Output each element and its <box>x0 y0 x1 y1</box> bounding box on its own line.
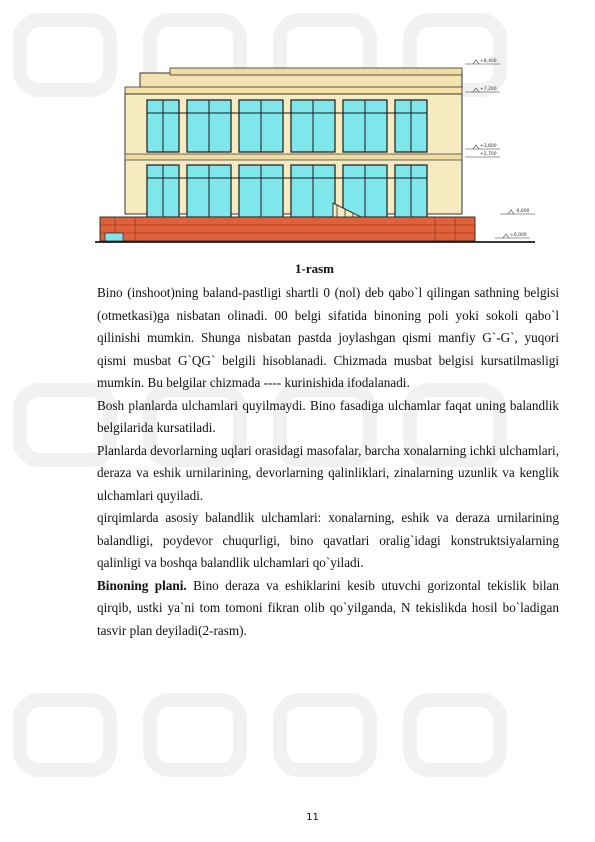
paragraph-text: Bosh planlarda ulchamlari quyilmaydi. Bino fasadiga ulchamlar faqat uning balandlik belgilarida kursatiladi. <box>97 397 559 435</box>
floor-slab <box>125 154 462 160</box>
level-label: +8,400 <box>480 59 497 64</box>
level-label: +0,000 <box>510 233 527 238</box>
side-block <box>105 233 123 241</box>
paragraph <box>97 282 559 395</box>
roof-parapet <box>140 73 462 89</box>
level-label: +3,600 <box>480 144 497 149</box>
section-heading: Binoning plani. <box>97 577 187 593</box>
roof-band-left <box>125 87 462 94</box>
paragraph-text: Planlarda devorlarning uqlari orasidagi masofalar, barcha xonalarning ichki ulchamlari, deraza va eshik urnilarining, devorlarning qalinliklari, zinalarning uzunlik va kenglik ulchamlari quyiladi. <box>97 442 559 503</box>
roof-top <box>170 68 462 75</box>
level-label: -0,600 <box>515 209 530 214</box>
paragraph-text: Bino deraza va eshiklarini kesib utuvchi gorizontal tekislik bilan qirqib, ustki ya`ni tom tomoni fikran olib qo`yilganda, N tekislikda hosil bo`ladigan tasvir plan deyiladi(2-rasm). <box>97 577 560 638</box>
plinth <box>100 217 475 241</box>
level-label: +7,200 <box>480 87 497 92</box>
paragraph <box>97 440 559 508</box>
paragraph <box>97 395 559 440</box>
paragraph-text: Bino (inshoot)ning baland-pastligi shartli 0 (nol) deb qabo`l qilingan sathning belgisi (otmetkasi)ga nisbatan olinadi. 00 belgi sifatida binoning poli yoki sokoli qabo`l qilinishi mumkin. Shunga nisbatan pastda joylashgan qismi manfiy G`-G`, yuqori qismi musbat G`QG` belgili hisoblanadi. Chizmada musbat belgisi kursatilmasligi mumkin. Bu belgilar chizmada ---- kurinishida ifodalanadi. <box>97 285 559 390</box>
page-number: 11 <box>306 812 319 823</box>
building-facade-figure <box>95 55 535 255</box>
figure-caption: 1-rasm <box>295 261 334 276</box>
paragraph-text: qirqimlarda asosiy balandlik ulchamlari: xonalarning, eshik va deraza urnilarining balandligi, poydevor chuqurligi, bino qavatlari oralig`idagi konstruktsiyalarning qalinligi va boshqa balandlik ulchamlari qo`yiladi. <box>97 510 559 570</box>
level-label: +2,700 <box>480 152 497 157</box>
paragraph <box>97 507 559 575</box>
paragraph <box>97 575 559 643</box>
body-text <box>97 282 559 642</box>
